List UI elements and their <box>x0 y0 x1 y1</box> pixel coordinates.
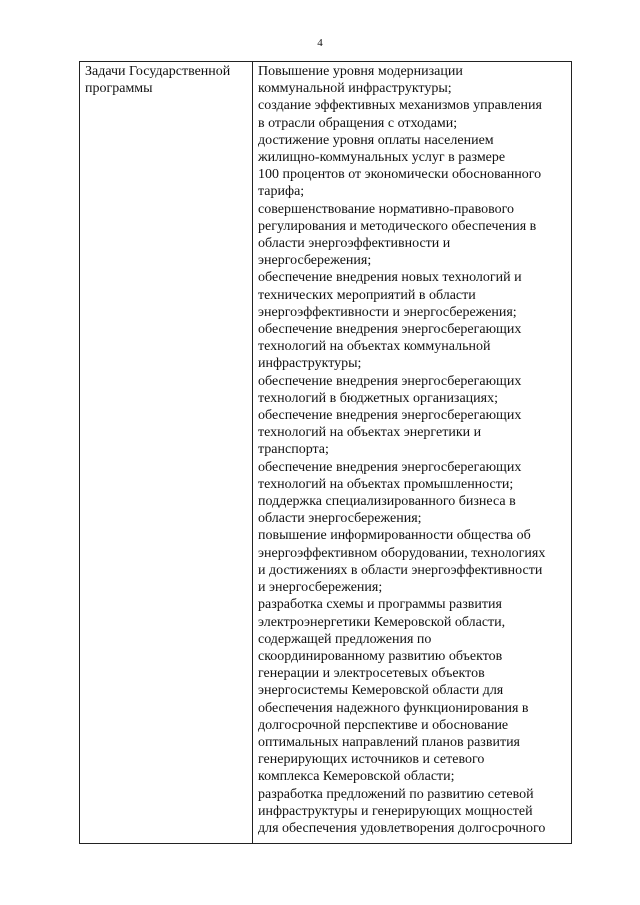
task-text-line: тарифа; <box>258 184 305 200</box>
task-text-line: генерирующих источников и сетевого <box>258 752 485 768</box>
row-label-line: Задачи Государственной <box>85 64 231 79</box>
task-text-line: инфраструктуры; <box>258 356 362 372</box>
task-text-line: создание эффективных механизмов управления <box>258 98 542 114</box>
task-text-line: и достижениях в области энергоэффективности <box>258 562 543 578</box>
task-text-line: оптимальных направлений планов развития <box>258 734 520 750</box>
column-divider <box>252 62 253 843</box>
task-text-line: 100 процентов от экономически обоснованного <box>258 167 542 183</box>
task-text-line: достижение уровня оплаты населением <box>258 132 494 148</box>
task-text-line: обеспечение внедрения новых технологий и <box>258 270 522 286</box>
page-number: 4 <box>317 37 323 49</box>
task-text-line: комплекса Кемеровской области; <box>258 769 455 785</box>
task-text-line: энергоэффективности и энергосбережения; <box>258 304 517 320</box>
task-text-line: разработка предложений по развитию сетевой <box>258 786 534 802</box>
task-text-line: технических мероприятий в области <box>258 287 476 303</box>
task-text-line: технологий на объектах коммунальной <box>258 339 491 355</box>
row-label-cell <box>85 63 250 97</box>
task-text-line: долгосрочной перспективе и обоснование <box>258 717 509 733</box>
task-text-line: поддержка специализированного бизнеса в <box>258 494 516 510</box>
task-text-line: Повышение уровня модернизации <box>258 64 463 79</box>
task-text-line: в отрасли обращения с отходами; <box>258 115 458 131</box>
task-text-line: жилищно-коммунальных услуг в размере <box>258 150 506 166</box>
row-content-cell <box>258 63 573 837</box>
task-text-line: регулирования и методического обеспечения в <box>258 218 537 234</box>
task-text-line: разработка схемы и программы развития <box>258 597 502 613</box>
task-text-line: области энергосбережения; <box>258 511 422 527</box>
program-tasks-table <box>79 61 572 844</box>
task-text-line: энергосистемы Кемеровской области для <box>258 683 504 699</box>
task-text-line: обеспечение внедрения энергосберегающих <box>258 459 522 475</box>
task-text-line: инфраструктуры и генерирующих мощностей <box>258 803 533 819</box>
task-text-line: повышение информированности общества об <box>258 528 531 544</box>
row-label-line: программы <box>85 81 153 97</box>
task-text-line: совершенствование нормативно-правового <box>258 201 515 217</box>
task-text-line: обеспечение внедрения энергосберегающих <box>258 322 522 338</box>
task-text-line: технологий на объектах промышленности; <box>258 476 514 492</box>
task-text-line: энергосбережения; <box>258 253 372 269</box>
task-text-line: области энергоэффективности и <box>258 236 451 252</box>
task-text-line: электроэнергетики Кемеровской области, <box>258 614 506 630</box>
task-text-line: технологий на объектах энергетики и <box>258 425 482 441</box>
task-text-line: скоординированному развитию объектов <box>258 648 503 664</box>
task-text-line: обеспечения надежного функционирования в <box>258 700 529 716</box>
task-text-line: обеспечение внедрения энергосберегающих <box>258 408 522 424</box>
task-text-line: транспорта; <box>258 442 329 458</box>
task-text-line: генерации и электросетевых объектов <box>258 666 485 682</box>
task-text-line: обеспечение внедрения энергосберегающих <box>258 373 522 389</box>
task-text-line: и энергосбережения; <box>258 580 383 596</box>
task-text-line: содержащей предложения по <box>258 631 432 647</box>
task-text-line: технологий в бюджетных организациях; <box>258 390 498 406</box>
task-text-line: для обеспечения удовлетворения долгосрочного <box>258 820 546 836</box>
task-text-line: коммунальной инфраструктуры; <box>258 81 452 97</box>
task-text-line: энергоэффективном оборудовании, технологиях <box>258 545 546 561</box>
